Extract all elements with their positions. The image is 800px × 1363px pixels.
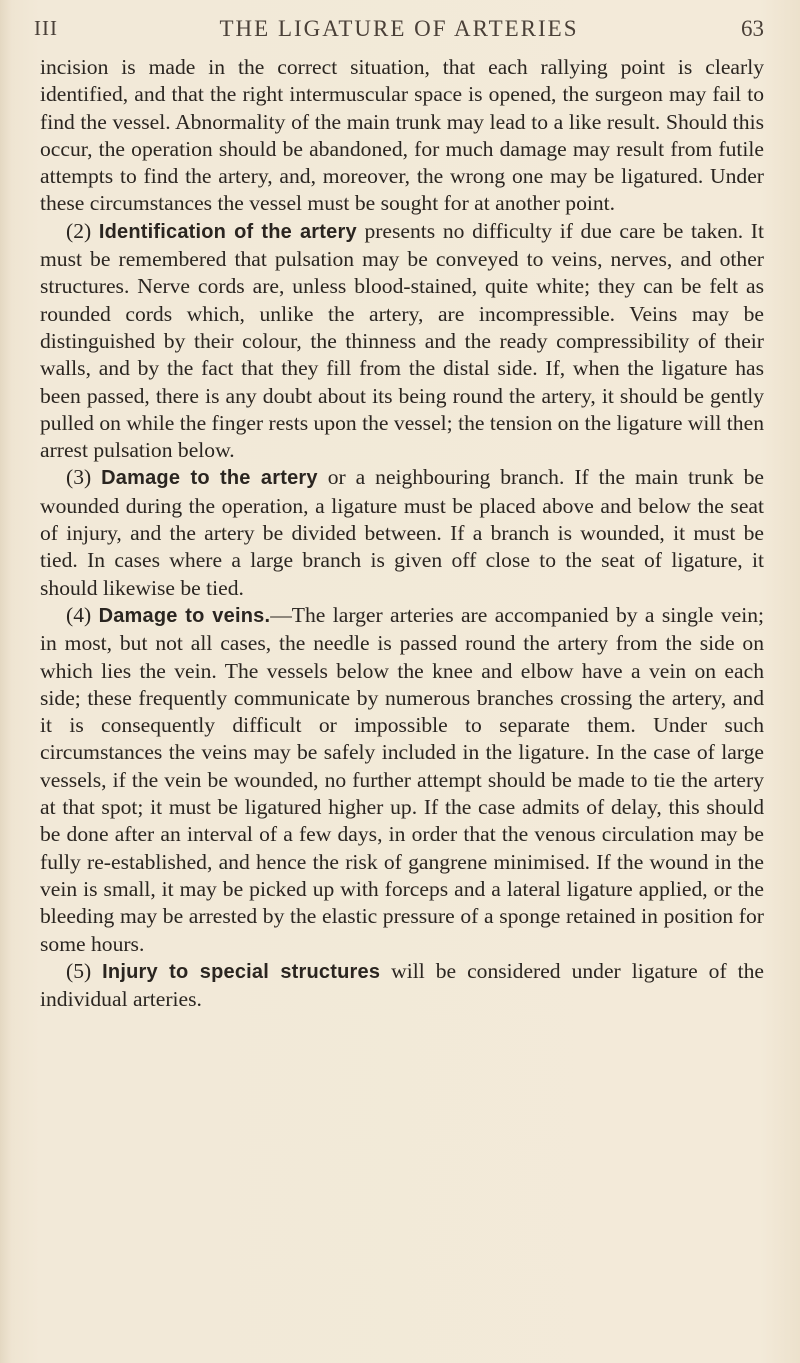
running-title: THE LIGATURE OF ARTERIES: [219, 16, 579, 41]
paragraph-4: [40, 602, 764, 958]
paragraph-2: [40, 218, 764, 465]
running-header: [34, 12, 764, 48]
paragraph-number: (4): [66, 602, 92, 627]
paragraph-3: [40, 464, 764, 601]
chapter-number: III: [34, 16, 58, 40]
paragraph-text: presents no difficulty if due care be taken. It must be remembered that pulsation may be conveyed to veins, nerves, and other structures. Nerve cords are, unless blood-stained, quite white; they can be felt as rounded cords which, unlike the artery, are incompressible. Veins may be distinguished by their colour, the thinness and the ready compressibility of their walls, and by the fact that they fill from the distal side. If, when the ligature has been passed, there is any doubt about its being round the artery, it should be gently pulled on while the finger rests upon the vessel; the tension on the ligature will then arrest pulsation below.: [40, 218, 764, 463]
paragraph-heading: Identification of the artery: [98, 220, 357, 243]
paragraph-heading: Injury to special structures: [102, 960, 381, 983]
paragraph-text: or a neighbouring branch. If the main trunk be wounded during the operation, a ligature must be placed above and below the seat of injury, and the artery be divided between. If a branch is wounded, it must be tied. In cases where a large branch is given off close to the seat of ligature, it should likewise be tied.: [40, 465, 764, 600]
paragraph-text: incision is made in the correct situation, that each rallying point is clearly identified, and that the right intermuscular space is opened, the surgeon may fail to find the vessel. Abnormality of the main trunk may lead to a like result. Should this occur, the operation should be abandoned, for much damage may result from futile attempts to find the artery, and, moreover, the wrong one may be ligatured. Under these circumstances the vessel must be sought for at another point.: [40, 55, 764, 216]
body-text: [40, 54, 764, 1013]
paragraph-text: will be considered under ligature of the individual arteries.: [40, 958, 764, 1012]
paragraph-text: —The larger arteries are accompanied by a single vein; in most, but not all cases, the needle is passed round the artery from the side on which lies the vein. The vessels below the knee and elbow have a vein on each side; these frequently communicate by numerous branches crossing the artery, and it is consequently difficult or impossible to separate them. Under such circumstances the veins may be safely included in the ligature. In the case of large vessels, if the vein be wounded, no further attempt should be made to tie the artery at that spot; it must be ligatured higher up. If the case admits of delay, this should be done after an interval of a few days, in order that the venous circulation may be fully re-established, and hence the risk of gangrene minimised. If the wound in the vein is small, it may be picked up with forceps and a lateral ligature applied, or the bleeding may be arrested by the elastic pressure of a sponge retained in position for some hours.: [40, 602, 764, 956]
paragraph-number: (2): [66, 218, 92, 243]
paragraph-1: [40, 54, 764, 218]
paragraph-heading: Damage to the artery: [101, 467, 318, 490]
paragraph-heading: Damage to veins.: [98, 604, 271, 627]
paragraph-5: [40, 958, 764, 1014]
paragraph-number: (5): [66, 958, 92, 983]
page-number: 63: [741, 16, 764, 41]
paragraph-number: (3): [66, 465, 92, 490]
